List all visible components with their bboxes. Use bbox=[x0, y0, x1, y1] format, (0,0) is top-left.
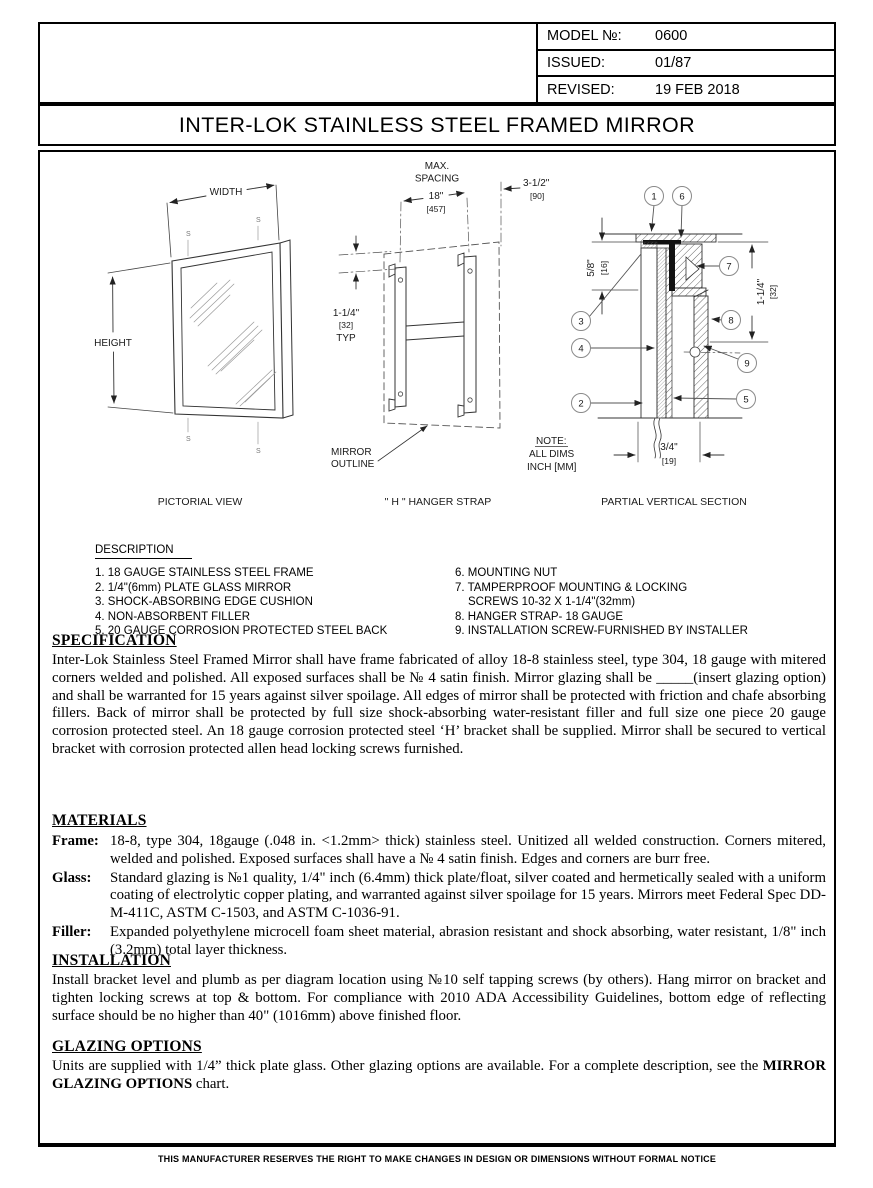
desc-item-1: 1. 18 GAUGE STAINLESS STEEL FRAME bbox=[95, 567, 314, 579]
spacing-inch-dim: 18" bbox=[428, 191, 444, 202]
hanger-strap-view bbox=[331, 161, 550, 508]
specification-body: Inter-Lok Stainless Steel Framed Mirror shall have frame fabricated of alloy 18-8 stainless steel, type 304, 18 gauge with mitered corners welded and polished. All exposed surfaces shall be № 4 satin finish. Mirror glazing shall be _____(insert glazing option) and shall be warranted for 15 years against silver spoilage. All edges of mirror shall be protected with friction and chafe absorbing fillers. Back of mirror shall be protected by full size shock-absorbing water-resistant filler and full size one piece 20 gauge corrosion protected steel. An 18 gauge corrosion protected steel ‘H’ bracket shall be supplied. Mirror shall be secured to vertical bracket with corrosion protected allen head locking screws furnished. bbox=[52, 652, 826, 757]
spacing-mm-dim: [457] bbox=[426, 204, 446, 214]
filler-label: Filler: bbox=[52, 923, 92, 940]
pictorial-view bbox=[94, 185, 293, 508]
technical-drawing bbox=[40, 156, 834, 514]
balloon-1: 1 bbox=[651, 191, 657, 203]
description-section bbox=[95, 544, 825, 639]
offset-mm-dim: [90] bbox=[530, 191, 545, 201]
balloon-7: 7 bbox=[726, 261, 732, 273]
frame-text: 18-8, type 304, 18gauge (.048 in. <1.2mm> thick) stainless steel. Unitized all welded construction. Corners mitered, welded and polished. Exposed surfaces shall have a № 4 satin finish. Edges and corners are burr free. bbox=[110, 833, 826, 867]
balloon-6: 6 bbox=[679, 191, 685, 203]
balloon-4: 4 bbox=[578, 343, 584, 355]
glass-label: Glass: bbox=[52, 869, 92, 886]
desc-item-2: 2. 1/4"(6mm) PLATE GLASS MIRROR bbox=[95, 581, 292, 594]
width-dim-label: WIDTH bbox=[209, 187, 243, 198]
desc-item-7-cont: SCREWS 10-32 X 1-1/4"(32mm) bbox=[468, 596, 636, 608]
glazing-body-text-2: chart. bbox=[192, 1075, 230, 1092]
glazing-body-text-1: Units are supplied with 1/4” thick plate glass. Other glazing options are available. For a complete description, see the bbox=[52, 1058, 763, 1074]
installation-body: Install bracket level and plumb as per diagram location using №10 self tapping screws (by others). Hang mirror on bracket and tighten locking screws at top & bottom. For compliance with 2010 ADA Accessibility Guidelines, bottom edge of reflecting surface should be no higher than 40" (1016mm) above finished floor. bbox=[52, 972, 826, 1024]
hanger-caption: " H " HANGER STRAP bbox=[384, 496, 492, 508]
glass-text: Standard glazing is №1 quality, 1/4" inch (6.4mm) thick plate/float, silver coated and hermetically sealed with a uniform coating of electrolytic copper plating, and warranted against silver spoilage for 15 years. Mirrors meet Federal Spec DD-M-411C, ASTM C-1503, and ASTM C-1036-91. bbox=[110, 869, 826, 922]
description-list-left bbox=[95, 566, 455, 639]
glazing-options-section bbox=[52, 1038, 826, 1094]
revised-row bbox=[538, 75, 834, 102]
section-dim1-mm: [16] bbox=[599, 260, 609, 276]
max-spacing-label-2: SPACING bbox=[414, 173, 460, 185]
frame-label: Frame: bbox=[52, 833, 99, 849]
dims-note bbox=[527, 436, 577, 473]
balloon-2: 2 bbox=[578, 398, 584, 410]
section-dim2-inch: 1-1/4" bbox=[756, 278, 767, 306]
materials-glass-row bbox=[52, 870, 826, 923]
glazing-options-body bbox=[52, 1058, 826, 1094]
materials-section bbox=[52, 812, 826, 960]
edge-inch-dim: 1-1/4" bbox=[332, 308, 360, 319]
desc-item-7: 7. TAMPERPROOF MOUNTING & LOCKING bbox=[455, 581, 688, 594]
glazing-body-bold: MIRROR GLAZING OPTIONS bbox=[52, 1058, 826, 1092]
specification-heading: SPECIFICATION bbox=[52, 632, 177, 649]
issued-label: ISSUED: bbox=[547, 55, 606, 71]
issued-row bbox=[538, 49, 834, 76]
materials-heading: MATERIALS bbox=[52, 812, 147, 829]
desc-item-5: 5. 20 GAUGE CORROSION PROTECTED STEEL BACK bbox=[95, 625, 388, 637]
balloon-5: 5 bbox=[743, 394, 749, 406]
desc-item-8: 8. HANGER STRAP- 18 GAUGE bbox=[455, 610, 624, 623]
footer-disclaimer: THIS MANUFACTURER RESERVES THE RIGHT TO MAKE CHANGES IN DESIGN OR DIMENSIONS WITHOUT FORMAL NOTICE bbox=[157, 1154, 717, 1164]
content-box bbox=[38, 150, 836, 1147]
model-value: 0600 bbox=[655, 28, 688, 45]
installation-section bbox=[52, 952, 826, 1025]
revised-label: REVISED: bbox=[547, 81, 615, 98]
model-label: MODEL №: bbox=[547, 28, 622, 45]
balloon-3: 3 bbox=[578, 316, 584, 328]
specification-section bbox=[52, 632, 826, 759]
model-row bbox=[538, 24, 834, 49]
materials-frame-row bbox=[52, 833, 826, 869]
description-heading: DESCRIPTION bbox=[95, 544, 192, 559]
vertical-section-view bbox=[572, 187, 779, 509]
section-dim3-mm: [19] bbox=[661, 456, 677, 466]
height-dim-label: HEIGHT bbox=[94, 338, 132, 349]
desc-item-9: 9. INSTALLATION SCREW-FURNISHED BY INSTALLER bbox=[455, 625, 748, 637]
revision-table bbox=[536, 22, 836, 104]
balloon-8: 8 bbox=[728, 315, 734, 327]
s-marker: S bbox=[256, 448, 261, 455]
logo-box bbox=[38, 22, 538, 104]
section-dim1-inch: 5/8" bbox=[586, 259, 597, 277]
max-spacing-label-1: MAX. bbox=[424, 161, 450, 172]
offset-inch-dim: 3-1/2" bbox=[523, 178, 550, 189]
installation-heading: INSTALLATION bbox=[52, 952, 171, 969]
section-dim3-inch: 3/4" bbox=[660, 442, 678, 453]
section-dim2-mm: [32] bbox=[768, 284, 778, 300]
edge-mm-dim: [32] bbox=[338, 320, 354, 330]
s-marker: S bbox=[186, 231, 191, 238]
page-title: INTER-LOK STAINLESS STEEL FRAMED MIRROR bbox=[38, 104, 836, 146]
glazing-options-heading: GLAZING OPTIONS bbox=[52, 1038, 202, 1055]
desc-item-3: 3. SHOCK-ABSORBING EDGE CUSHION bbox=[95, 596, 313, 608]
issued-value: 01/87 bbox=[655, 55, 692, 71]
s-marker: S bbox=[186, 436, 191, 443]
desc-item-6: 6. MOUNTING NUT bbox=[455, 567, 558, 579]
note-line-2: ALL DIMS bbox=[529, 449, 575, 460]
section-caption: PARTIAL VERTICAL SECTION bbox=[601, 496, 747, 508]
note-line-1: NOTE: bbox=[536, 436, 567, 447]
mirror-outline-label-1: MIRROR bbox=[331, 447, 372, 458]
desc-item-4: 4. NON-ABSORBENT FILLER bbox=[95, 610, 251, 623]
balloon-9: 9 bbox=[744, 358, 750, 370]
pictorial-caption: PICTORIAL VIEW bbox=[157, 496, 243, 508]
filler-text: Expanded polyethylene microcell foam sheet material, abrasion resistant and shock absorbing, water resistant, 1/8" inch (3.2mm) total layer thickness. bbox=[110, 923, 826, 958]
s-marker: S bbox=[256, 217, 261, 224]
note-line-3: INCH [MM] bbox=[527, 462, 577, 473]
revised-value: 19 FEB 2018 bbox=[655, 81, 740, 98]
description-list-right bbox=[455, 566, 748, 639]
mirror-outline-label-2: OUTLINE bbox=[331, 459, 375, 470]
edge-typ-label: TYP bbox=[336, 333, 356, 344]
